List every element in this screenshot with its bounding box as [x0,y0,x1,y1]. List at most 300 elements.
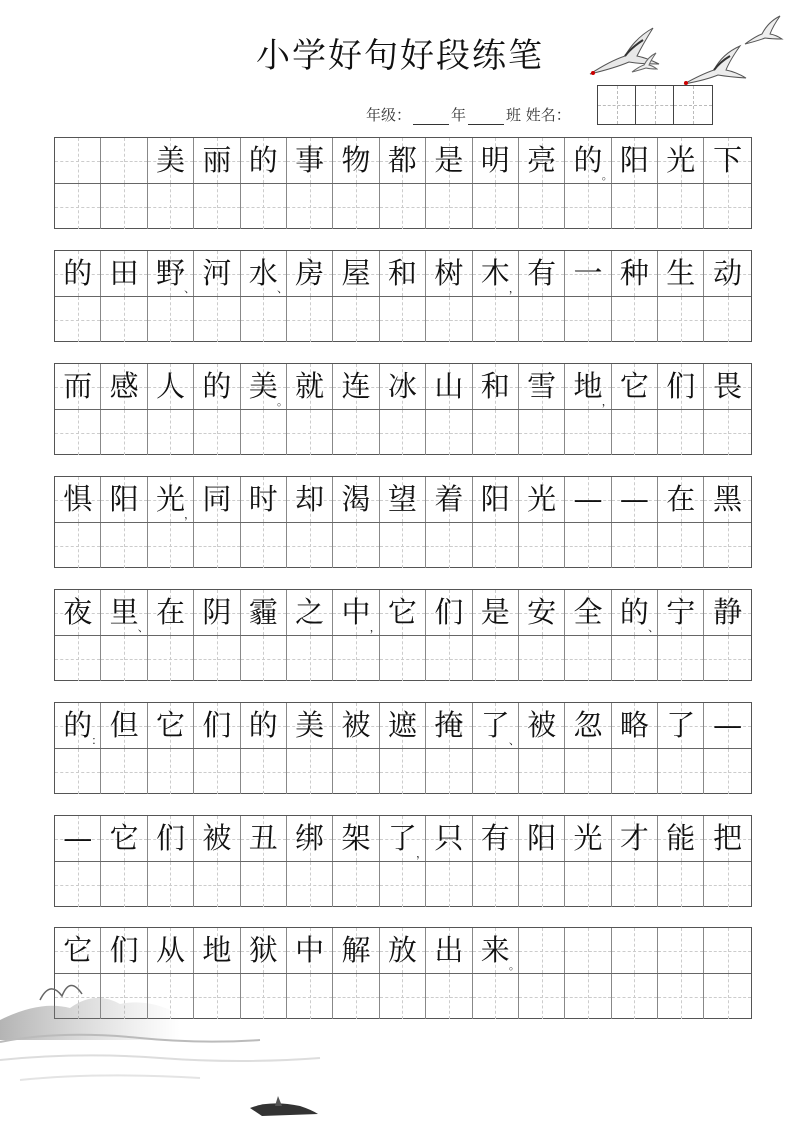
writing-cell[interactable] [658,410,704,455]
writing-cell[interactable] [704,523,750,568]
writing-cell[interactable] [519,410,565,455]
character: 树 [434,256,464,290]
character: 了 [666,708,696,742]
text-line [55,138,751,184]
character-cell [101,138,147,183]
character-cell [241,251,287,296]
character: 时 [248,482,278,516]
writing-cell[interactable] [101,184,147,229]
name-box[interactable] [674,86,712,124]
writing-cell[interactable] [287,297,333,342]
writing-cell[interactable] [333,749,379,794]
writing-cell[interactable] [241,749,287,794]
character: 都 [387,143,417,177]
text-line [55,251,751,297]
character: 连 [341,369,371,403]
text-line [55,477,751,523]
character: 河 [202,256,232,290]
text-line [55,364,751,410]
writing-cell[interactable] [55,297,101,342]
character: 的 [63,708,93,742]
character: 中 [341,595,371,629]
character-cell [194,816,240,861]
character: 忽 [573,708,603,742]
writing-cell[interactable] [565,749,611,794]
character-cell [287,364,333,409]
character: 的 [619,595,649,629]
writing-cell[interactable] [612,297,658,342]
writing-cell[interactable] [473,636,519,681]
character-cell [612,816,658,861]
writing-cell[interactable] [704,636,750,681]
character: 的 [202,369,232,403]
writing-cell[interactable] [612,636,658,681]
character-cell [287,138,333,183]
writing-cell[interactable] [473,297,519,342]
writing-cell[interactable] [612,410,658,455]
writing-line [55,862,751,907]
punctuation-mark: ， [601,395,613,408]
character: 种 [619,256,649,290]
writing-cell[interactable] [473,749,519,794]
writing-cell[interactable] [287,636,333,681]
character: 光 [527,482,557,516]
character: 们 [155,821,185,855]
writing-cell[interactable] [658,749,704,794]
crane-icon [680,44,750,89]
character: 事 [295,143,325,177]
punctuation-mark: 。 [276,395,288,408]
character-cell [426,928,472,973]
writing-cell[interactable] [565,523,611,568]
character: 阳 [109,482,139,516]
character: 略 [619,708,649,742]
writing-cell[interactable] [658,184,704,229]
character: 雪 [527,369,557,403]
punctuation-mark: 、 [137,621,149,634]
writing-cell[interactable] [380,862,426,907]
character: 它 [109,821,139,855]
writing-cell[interactable] [148,636,194,681]
punctuation-mark: ， [416,847,428,860]
writing-cell[interactable] [148,184,194,229]
writing-cell[interactable] [194,410,240,455]
writing-cell[interactable] [287,749,333,794]
class-blank[interactable] [468,108,504,125]
character-cell [55,590,101,635]
writing-cell[interactable] [55,410,101,455]
character: 冰 [387,369,417,403]
character-cell [704,816,750,861]
character-cell [473,251,519,296]
text-line [55,703,751,749]
writing-cell[interactable] [287,523,333,568]
character-cell [194,138,240,183]
character-cell [333,477,379,522]
character: 丑 [248,821,278,855]
writing-cell[interactable] [333,297,379,342]
character-cell [612,703,658,748]
character: 下 [713,143,743,177]
character-cell [565,703,611,748]
writing-cell[interactable] [333,862,379,907]
character: — [713,708,743,742]
writing-cell[interactable] [55,523,101,568]
character: 生 [666,256,696,290]
punctuation-mark: 、 [508,734,520,747]
character: 一 [573,256,603,290]
character-cell [704,590,750,635]
character: 们 [434,595,464,629]
character: 黑 [713,482,743,516]
character-cell [101,590,147,635]
character: — [619,482,649,516]
character-cell [148,251,194,296]
writing-cell[interactable] [473,974,519,1019]
character: 遮 [387,708,417,742]
practice-row [54,363,752,455]
writing-cell[interactable] [287,184,333,229]
character-cell [241,364,287,409]
text-line [55,590,751,636]
writing-cell[interactable] [426,410,472,455]
writing-cell[interactable] [519,523,565,568]
writing-cell[interactable] [148,297,194,342]
character-cell [333,138,379,183]
writing-cell[interactable] [55,862,101,907]
writing-cell[interactable] [380,523,426,568]
writing-cell[interactable] [473,410,519,455]
punctuation-mark: ， [508,282,520,295]
character: 明 [480,143,510,177]
writing-cell[interactable] [194,297,240,342]
practice-row [54,476,752,568]
character: 畏 [713,369,743,403]
writing-cell[interactable] [473,862,519,907]
character-cell [380,590,426,635]
character-cell [287,251,333,296]
writing-cell[interactable] [101,749,147,794]
character-cell [148,477,194,522]
writing-cell[interactable] [658,636,704,681]
writing-cell[interactable] [333,410,379,455]
character-cell [658,590,704,635]
writing-cell[interactable] [333,523,379,568]
writing-cell[interactable] [704,749,750,794]
writing-cell[interactable] [287,410,333,455]
writing-cell[interactable] [426,523,472,568]
character-cell [473,364,519,409]
character: 就 [295,369,325,403]
writing-cell[interactable] [565,974,611,1019]
punctuation-mark: 、 [648,621,660,634]
writing-cell[interactable] [612,523,658,568]
name-box[interactable] [598,86,636,124]
crane-icon [630,52,658,74]
character: 望 [387,482,417,516]
writing-cell[interactable] [565,636,611,681]
writing-cell[interactable] [426,974,472,1019]
writing-cell[interactable] [241,862,287,907]
character-cell [612,590,658,635]
character: 它 [387,595,417,629]
student-info [366,104,571,125]
character-cell [148,590,194,635]
character-cell [565,816,611,861]
character-cell [658,364,704,409]
text-line [55,816,751,862]
character: 它 [155,708,185,742]
writing-cell[interactable] [473,523,519,568]
character-cell [704,364,750,409]
character-cell [612,138,658,183]
character-cell [565,251,611,296]
writing-cell[interactable] [241,636,287,681]
writing-cell[interactable] [658,974,704,1019]
writing-cell[interactable] [380,636,426,681]
writing-cell[interactable] [194,862,240,907]
writing-cell[interactable] [194,523,240,568]
punctuation-mark: 、 [276,282,288,295]
writing-cell[interactable] [704,410,750,455]
writing-cell[interactable] [565,297,611,342]
character: 地 [573,369,603,403]
character-cell [565,590,611,635]
character-cell [380,364,426,409]
writing-cell[interactable] [426,184,472,229]
writing-cell[interactable] [519,749,565,794]
writing-cell[interactable] [380,749,426,794]
character: 阳 [480,482,510,516]
class-name-label: 班 姓名： [506,106,571,124]
character-cell [380,816,426,861]
character-cell [473,477,519,522]
writing-cell[interactable] [148,862,194,907]
character-cell [101,477,147,522]
character: 了 [387,821,417,855]
character: 解 [341,933,371,967]
character-cell [565,138,611,183]
character-cell [704,477,750,522]
grade-label: 年级： [366,106,412,124]
writing-cell[interactable] [612,184,658,229]
character-cell [55,138,101,183]
writing-cell[interactable] [704,862,750,907]
character: 才 [619,821,649,855]
writing-cell[interactable] [101,636,147,681]
character: 在 [666,482,696,516]
character: 有 [527,256,557,290]
character-cell [519,590,565,635]
writing-cell[interactable] [704,184,750,229]
writing-cell[interactable] [55,636,101,681]
character: 被 [527,708,557,742]
character-cell [241,703,287,748]
punctuation-mark: ， [184,508,196,521]
character: 霾 [248,595,278,629]
character: 光 [666,143,696,177]
character-cell [241,138,287,183]
character: 物 [341,143,371,177]
writing-cell[interactable] [380,184,426,229]
character-cell [194,703,240,748]
character-cell [426,816,472,861]
writing-cell[interactable] [55,749,101,794]
writing-cell[interactable] [658,523,704,568]
character: 掩 [434,708,464,742]
character-cell [287,477,333,522]
writing-cell[interactable] [148,749,194,794]
year-label: 年 [451,106,467,124]
writing-cell[interactable] [333,184,379,229]
writing-cell[interactable] [473,184,519,229]
character-cell [658,816,704,861]
character-cell [426,364,472,409]
character-cell [287,590,333,635]
writing-cell[interactable] [333,636,379,681]
writing-cell[interactable] [101,410,147,455]
writing-cell[interactable] [612,749,658,794]
character-cell [380,477,426,522]
writing-cell[interactable] [241,184,287,229]
character-cell [380,251,426,296]
writing-cell[interactable] [101,862,147,907]
character-cell [55,364,101,409]
writing-line [55,636,751,681]
character-cell [380,703,426,748]
character-cell [333,251,379,296]
practice-row [54,137,752,229]
writing-cell[interactable] [55,184,101,229]
character-cell [426,251,472,296]
writing-cell[interactable] [612,862,658,907]
character: 全 [573,595,603,629]
character: 阴 [202,595,232,629]
writing-cell[interactable] [380,410,426,455]
writing-cell[interactable] [148,523,194,568]
writing-cell[interactable] [658,862,704,907]
writing-cell[interactable] [380,297,426,342]
character-cell [704,928,750,973]
character: 同 [202,482,232,516]
character-cell [473,703,519,748]
character-cell [658,703,704,748]
writing-cell[interactable] [101,297,147,342]
character-cell [704,138,750,183]
character: 来 [480,933,510,967]
writing-cell[interactable] [565,862,611,907]
writing-cell[interactable] [241,523,287,568]
writing-cell[interactable] [241,410,287,455]
character-cell [426,703,472,748]
character: 木 [480,256,510,290]
writing-cell[interactable] [426,862,472,907]
writing-cell[interactable] [519,636,565,681]
writing-cell[interactable] [519,862,565,907]
character-cell [148,816,194,861]
character-cell [519,928,565,973]
name-boxes [597,85,713,125]
character-cell [333,816,379,861]
writing-line [55,184,751,229]
writing-cell[interactable] [426,749,472,794]
character-cell [658,928,704,973]
character-cell [333,364,379,409]
character: 和 [387,256,417,290]
character-cell [426,590,472,635]
character: 却 [295,482,325,516]
writing-cell[interactable] [704,974,750,1019]
character: 放 [387,933,417,967]
character: 山 [434,369,464,403]
character-cell [565,364,611,409]
writing-cell[interactable] [194,184,240,229]
character: 屋 [341,256,371,290]
writing-cell[interactable] [194,749,240,794]
writing-cell[interactable] [426,636,472,681]
writing-cell[interactable] [519,184,565,229]
punctuation-mark: ： [91,734,103,747]
character: 们 [666,369,696,403]
character: 它 [63,933,93,967]
writing-cell[interactable] [565,410,611,455]
character-cell [194,364,240,409]
character: 安 [527,595,557,629]
character: 被 [202,821,232,855]
writing-cell[interactable] [101,523,147,568]
writing-line [55,410,751,455]
character-cell [55,477,101,522]
character-cell [473,928,519,973]
writing-cell[interactable] [287,862,333,907]
writing-cell[interactable] [612,974,658,1019]
name-box[interactable] [636,86,674,124]
writing-cell[interactable] [658,297,704,342]
character: 水 [248,256,278,290]
writing-cell[interactable] [704,297,750,342]
writing-cell[interactable] [426,297,472,342]
grade-blank[interactable] [413,108,449,125]
writing-cell[interactable] [194,636,240,681]
character-cell [101,703,147,748]
character-cell [612,364,658,409]
character: 有 [480,821,510,855]
character-cell [333,590,379,635]
character: 光 [155,482,185,516]
character: — [63,821,93,855]
character-cell [101,251,147,296]
character: 渴 [341,482,371,516]
character-cell [55,703,101,748]
writing-cell[interactable] [565,184,611,229]
character: 架 [341,821,371,855]
ink-landscape-icon [0,960,420,1131]
character: 美 [248,369,278,403]
writing-cell[interactable] [519,974,565,1019]
character-cell [519,703,565,748]
character: 亮 [527,143,557,177]
character: — [573,482,603,516]
writing-cell[interactable] [148,410,194,455]
writing-cell[interactable] [241,297,287,342]
character-cell [241,477,287,522]
character-cell [380,138,426,183]
character: 房 [295,256,325,290]
practice-row [54,702,752,794]
writing-cell[interactable] [519,297,565,342]
writing-line [55,749,751,794]
character: 美 [155,143,185,177]
